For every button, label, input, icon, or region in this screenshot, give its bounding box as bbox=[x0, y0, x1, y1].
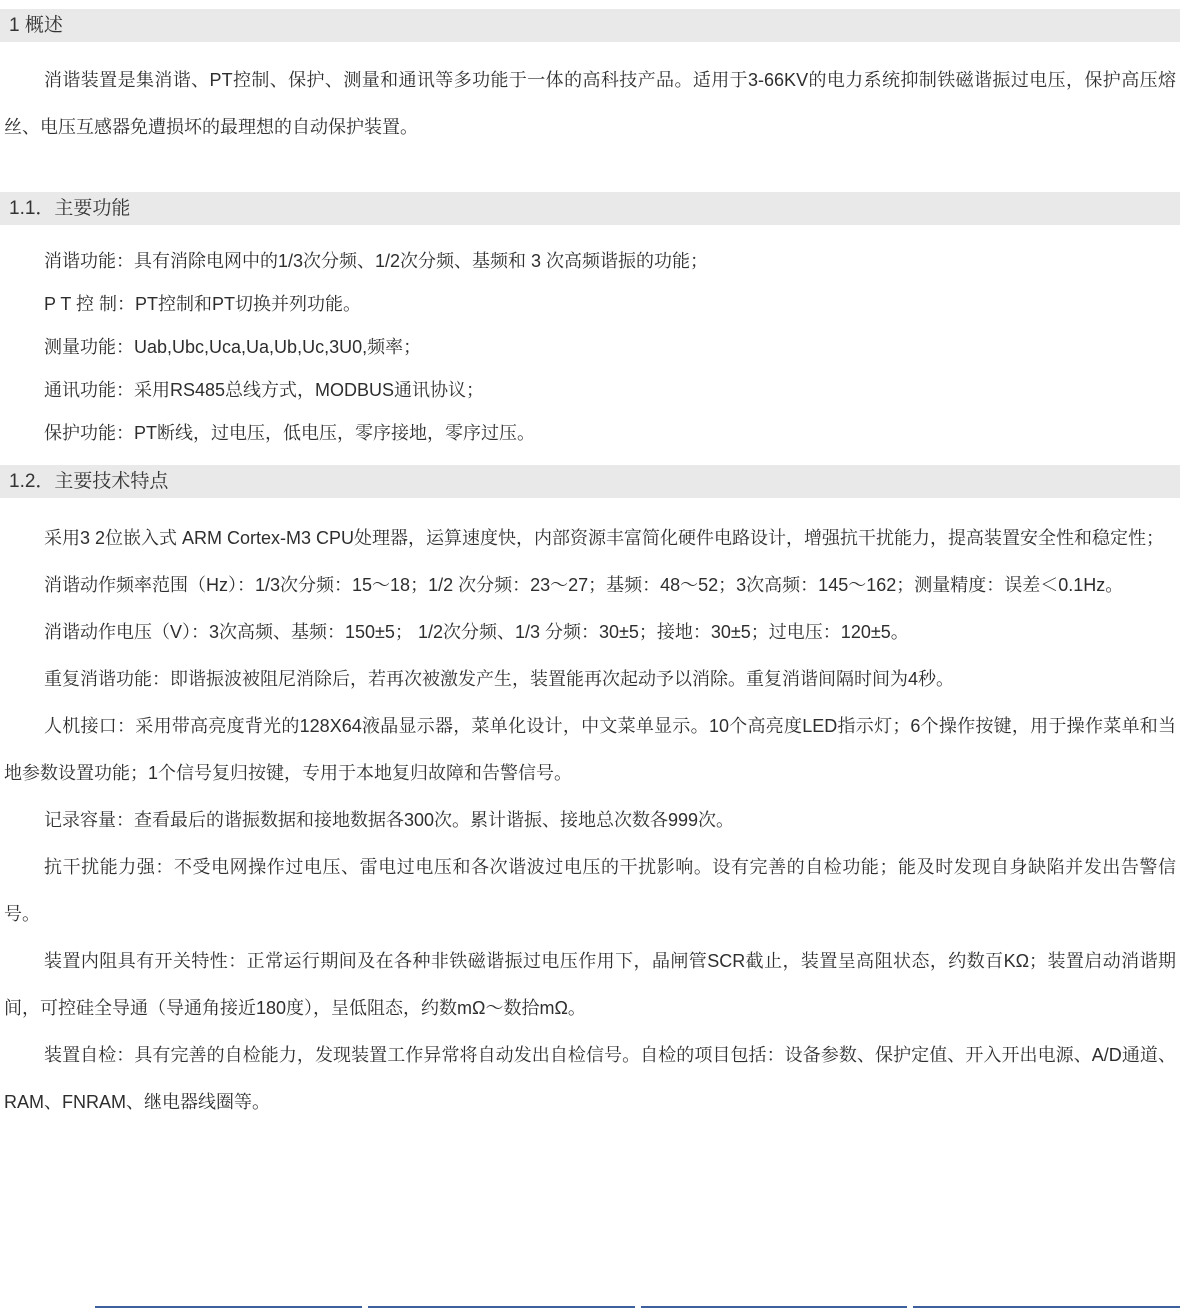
function-item-measurement: 测量功能：Uab,Ubc,Uca,Ua,Ub,Uc,3U0,频率； bbox=[44, 337, 422, 357]
function-item-communication: 通讯功能：采用RS485总线方式，MODBUS通讯协议； bbox=[44, 380, 485, 400]
document-page bbox=[0, 9, 1180, 1308]
features-body bbox=[0, 515, 1180, 1126]
feature-paragraph-action-voltage: 消谐动作电压（V）：3次高频、基频：150±5； 1/2次分频、1/3 分频：30±5；接地：30±5；过电压：120±5。 bbox=[44, 622, 909, 642]
function-item-pt-control: P T 控 制：PT控制和PT切换并列功能。 bbox=[44, 294, 362, 314]
section-heading-main-functions: 1.1．主要功能 bbox=[0, 192, 1180, 225]
feature-paragraph-cpu: 采用3 2位嵌入式 ARM Cortex-M3 CPU处理器，运算速度快，内部资源丰富简化硬件电路设计，增强抗干扰能力，提高装置安全性和稳定性； bbox=[44, 528, 1165, 548]
feature-paragraph-repeat-elimination: 重复消谐功能：即谐振波被阻尼消除后，若再次被激发产生，装置能再次起动予以消除。重复消谐间隔时间为4秒。 bbox=[44, 669, 955, 689]
feature-paragraph-internal-resistance: 装置内阻具有开关特性：正常运行期间及在各种非铁磁谐振过电压作用下，晶闸管SCR截止，装置呈高阻状态，约数百KΩ；装置启动消谐期间，可控硅全导通（导通角接近180度），呈低阻态，约数mΩ～数拾mΩ。 bbox=[4, 951, 1176, 1018]
feature-paragraph-anti-interference: 抗干扰能力强：不受电网操作过电压、雷电过电压和各次谐波过电压的干扰影响。设有完善的自检功能；能及时发现自身缺陷并发出告警信号。 bbox=[4, 857, 1176, 924]
feature-paragraph-hmi: 人机接口：采用带高亮度背光的128X64液晶显示器，菜单化设计，中文菜单显示。10个高亮度LED指示灯；6个操作按键，用于操作菜单和当地参数设置功能；1个信号复归按键，专用于本地复归故障和告警信号。 bbox=[4, 716, 1176, 783]
feature-paragraph-self-check: 装置自检：具有完善的自检能力，发现装置工作异常将自动发出自检信号。自检的项目包括：设备参数、保护定值、开入开出电源、A/D通道、RAM、FNRAM、继电器线圈等。 bbox=[4, 1045, 1176, 1112]
functions-list bbox=[0, 240, 1180, 455]
feature-paragraph-frequency-range: 消谐动作频率范围（Hz）：1/3次分频：15～18；1/2 次分频：23～27；基频：48～52；3次高频：145～162；测量精度：误差＜0.1Hz。 bbox=[44, 575, 1124, 595]
feature-paragraph-record-capacity: 记录容量：查看最后的谐振数据和接地数据各300次。累计谐振、接地总次数各999次。 bbox=[44, 810, 735, 830]
section-heading-technical-features: 1.2．主要技术特点 bbox=[0, 465, 1180, 498]
section-heading-overview: 1 概述 bbox=[0, 9, 1180, 42]
function-item-harmonic-elimination: 消谐功能：具有消除电网中的1/3次分频、1/2次分频、基频和 3 次高频谐振的功能； bbox=[44, 251, 709, 271]
function-item-protection: 保护功能：PT断线，过电压，低电压，零序接地，零序过压。 bbox=[44, 423, 535, 443]
overview-intro-paragraph: 消谐装置是集消谐、PT控制、保护、测量和通讯等多功能于一体的高科技产品。适用于3-66KV的电力系统抑制铁磁谐振过电压，保护高压熔丝、电压互感器免遭损坏的最理想的自动保护装置。 bbox=[4, 70, 1176, 137]
